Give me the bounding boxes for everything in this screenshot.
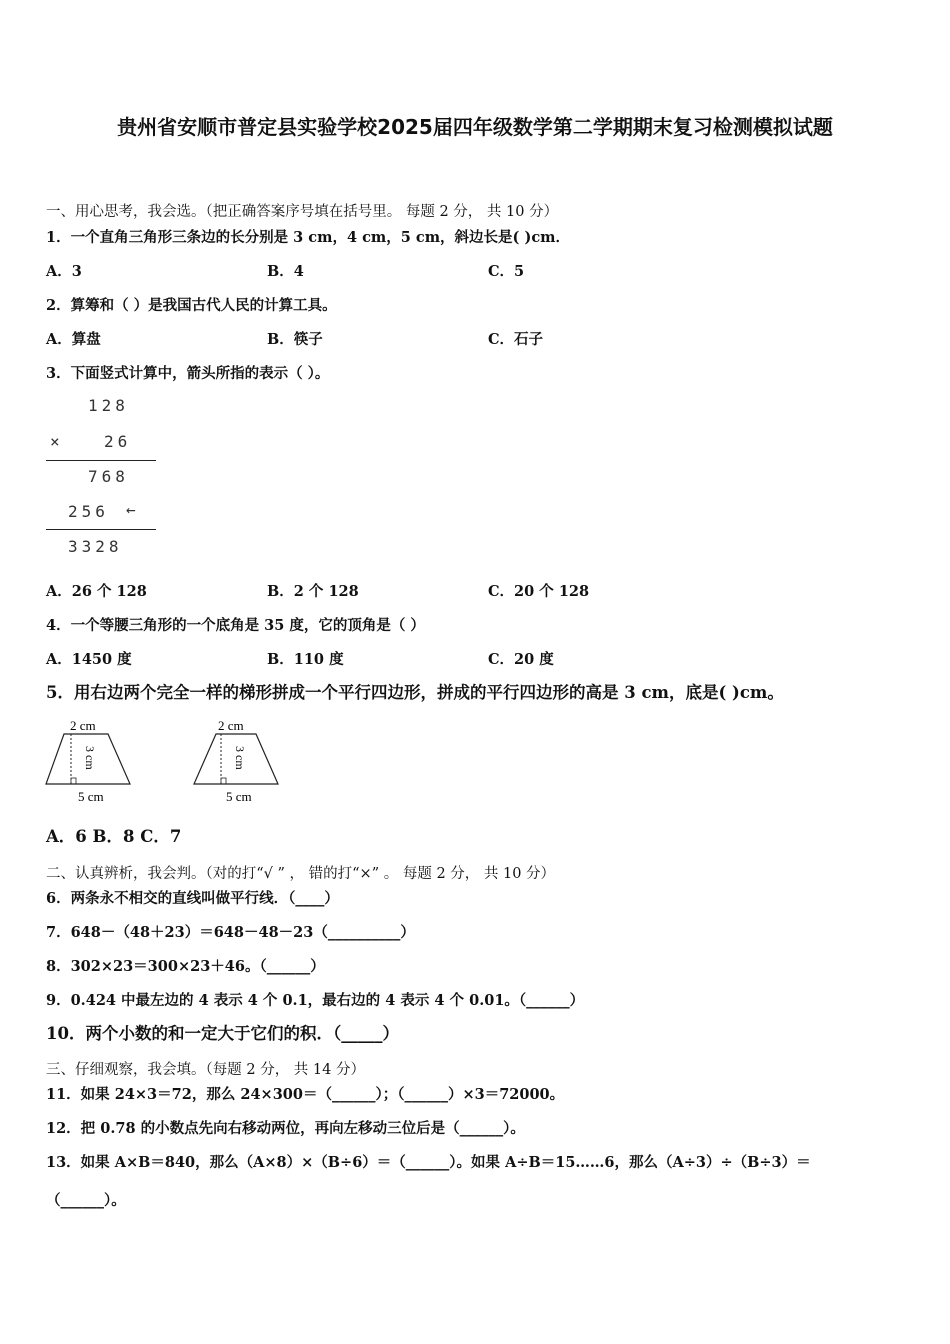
q3-option-c[interactable]: C．20 个 128 bbox=[488, 583, 590, 600]
question-3: 3．下面竖式计算中，箭头所指的表示（ ）。 bbox=[46, 365, 330, 382]
calc-multiplicand: 128 bbox=[88, 396, 129, 415]
section3-header: 三、仔细观察，我会填。（每题 2 分， 共 14 分） bbox=[46, 1062, 365, 1078]
q3-option-b[interactable]: B．2 个 128 bbox=[267, 583, 359, 600]
trapezoid-figure-2 bbox=[188, 714, 288, 806]
q2-option-c[interactable]: C．石子 bbox=[488, 331, 544, 348]
calc-product: 3328 bbox=[68, 537, 123, 556]
section2-header: 二、认真辨析，我会判。（对的打“√ ” ， 错的打“×” 。 每题 2 分， 共 10 分） bbox=[46, 866, 556, 882]
trapezoid-top-label: 2 cm bbox=[70, 718, 96, 733]
calc-divider-line-2 bbox=[46, 529, 156, 530]
question-9: 9．0.424 中最左边的 4 表示 4 个 0.1，最右边的 4 表示 4 个 0.01。（______） bbox=[46, 992, 585, 1009]
trapezoid-height-label: 3 cm bbox=[83, 746, 97, 770]
q1-option-a[interactable]: A．3 bbox=[46, 263, 82, 280]
calc-partial-1: 768 bbox=[88, 467, 129, 486]
q4-option-a[interactable]: A．1450 度 bbox=[46, 651, 132, 668]
question-10: 10．两个小数的和一定大于它们的积．（_____） bbox=[46, 1024, 399, 1043]
question-13-continued: （______）。 bbox=[46, 1192, 126, 1209]
question-5: 5．用右边两个完全一样的梯形拼成一个平行四边形，拼成的平行四边形的高是 3 cm，底是( )cm。 bbox=[46, 683, 784, 702]
question-4: 4．一个等腰三角形的一个底角是 35 度，它的顶角是（ ） bbox=[46, 617, 425, 634]
q2-option-b[interactable]: B．筷子 bbox=[267, 331, 323, 348]
trapezoid-bottom-label: 5 cm bbox=[226, 789, 252, 804]
question-2: 2．算筹和（ ）是我国古代人民的计算工具。 bbox=[46, 297, 337, 314]
q2-option-a[interactable]: A．算盘 bbox=[46, 331, 101, 348]
trapezoid-figure-1 bbox=[40, 714, 140, 806]
question-1: 1．一个直角三角形三条边的长分别是 3 cm，4 cm，5 cm，斜边长是( )cm． bbox=[46, 229, 571, 246]
page-title: 贵州省安顺市普定县实验学校2025届四年级数学第二学期期末复习检测模拟试题 bbox=[117, 115, 833, 139]
calc-multiplier: 26 bbox=[104, 432, 132, 451]
right-angle-mark bbox=[71, 778, 76, 784]
q5-options[interactable]: A．6 B．8 C．7 bbox=[46, 827, 182, 846]
calc-divider-line bbox=[46, 460, 156, 461]
section1-header: 一、用心思考，我会选。（把正确答案序号填在括号里。 每题 2 分， 共 10 分） bbox=[46, 204, 559, 220]
q1-option-b[interactable]: B．4 bbox=[267, 263, 304, 280]
q4-option-c[interactable]: C．20 度 bbox=[488, 651, 554, 668]
arrow-icon: ← bbox=[126, 500, 136, 519]
trapezoid-height-label: 3 cm bbox=[233, 746, 247, 770]
question-11: 11．如果 24×3＝72，那么 24×300＝（______）；（______）×3＝72000。 bbox=[46, 1086, 565, 1103]
q4-option-b[interactable]: B．110 度 bbox=[267, 651, 344, 668]
question-6: 6．两条永不相交的直线叫做平行线．（____） bbox=[46, 890, 339, 907]
q3-option-a[interactable]: A．26 个 128 bbox=[46, 583, 147, 600]
calc-partial-2: 256 bbox=[68, 502, 109, 521]
trapezoid-top-label: 2 cm bbox=[218, 718, 244, 733]
calc-operator: × bbox=[50, 432, 64, 451]
question-13: 13．如果 A×B＝840，那么（A×8）×（B÷6）＝（______）。如果 A÷B＝15……6，那么（A÷3）÷（B÷3）＝ bbox=[46, 1154, 811, 1171]
trapezoid-bottom-label: 5 cm bbox=[78, 789, 104, 804]
question-12: 12．把 0.78 的小数点先向右移动两位，再向左移动三位后是（______）。 bbox=[46, 1120, 525, 1137]
question-7: 7．648－（48＋23）＝648－48－23（__________） bbox=[46, 924, 415, 941]
question-8: 8．302×23＝300×23＋46。（______） bbox=[46, 958, 325, 975]
right-angle-mark bbox=[221, 778, 226, 784]
q1-option-c[interactable]: C．5 bbox=[488, 263, 525, 280]
